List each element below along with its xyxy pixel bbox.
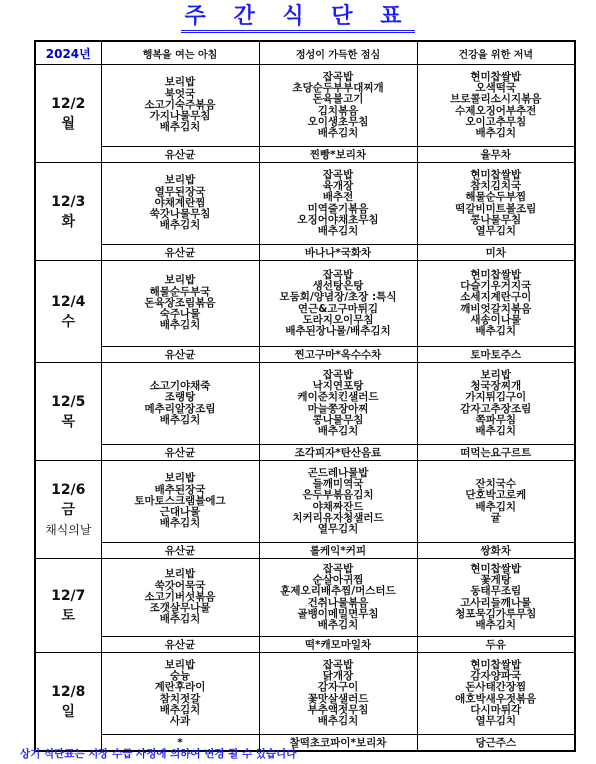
dinner-item: 참치김치국 [470,180,522,193]
snack-cell: * [101,735,259,752]
breakfast-item: 참치젓갈 [159,692,201,705]
breakfast-item: 배추김치 [159,121,201,134]
breakfast-cell [101,461,259,543]
snack-row [35,445,575,461]
lunch-item: 잡곡밥 [322,168,354,181]
date-cell [35,653,101,752]
snack-cell: 조각피자*탄산음료 [259,445,417,461]
date-cell [35,559,101,653]
lunch-item: 육개장 [322,180,354,193]
breakfast-item: 보리밥 [164,658,196,671]
dinner-item: 수제오징어부추전 [455,104,537,117]
date-label: 12/6 [51,481,86,498]
dinner-item: 애호박새우젓볶음 [455,692,537,705]
breakfast-item: 쑥갓나물무침 [149,208,211,221]
dinner-item: 오이고추무침 [465,115,527,128]
lunch-item: 훈제오리배추찜/머스터드 [280,585,396,598]
breakfast-item: 숙주나물 [159,308,201,321]
lunch-item: 낙지연포탕 [312,380,364,393]
lunch-item: 마늘쫑장아찌 [307,402,369,415]
breakfast-cell [101,363,259,445]
lunch-item: 야채짜잔드 [312,500,364,513]
breakfast-item: 보리밥 [164,76,196,89]
breakfast-item: 열무된장국 [154,185,206,198]
dinner-item: 현미찹쌀밥 [470,168,522,181]
breakfast-cell [101,65,259,147]
snack-cell: 당근주스 [417,735,575,752]
lunch-item: 모둠회/양념장/초장 :특식 [279,291,397,304]
day-row [35,261,575,347]
lunch-cell [259,261,417,347]
dinner-item: 다슬기우거지국 [460,280,532,293]
snack-row [35,543,575,559]
day-row [35,461,575,543]
dinner-item: 배추김치 [475,126,517,139]
lunch-item: 연근&고구마튀김 [297,302,379,315]
breakfast-item: 가지나물무침 [149,110,211,123]
date-label: 12/4 [51,293,86,310]
dinner-item: 가지튀김구이 [465,391,527,404]
breakfast-item: 메추리알장조림 [144,402,216,415]
snack-row [35,347,575,363]
breakfast-item: 소고기숙주볶음 [144,98,216,111]
dinner-item: 다시마튀각 [470,703,522,716]
day-row [35,653,575,735]
lunch-item: 순살아귀찜 [312,574,364,587]
snack-cell: 율무차 [417,147,575,163]
day-row [35,363,575,445]
dinner-item: 배추김치 [475,324,517,337]
dinner-item: 청국장찌개 [470,380,522,393]
snack-cell: 찐빵*보리차 [259,147,417,163]
breakfast-item: 해물순두부국 [149,285,211,298]
dinner-item: 현미찹쌀밥 [470,70,522,83]
breakfast-item: 사과 [169,714,191,727]
dinner-cell [417,163,575,245]
snack-cell: 유산균 [101,347,259,363]
breakfast-cell [101,559,259,637]
dinner-item: 고사리들깨나물 [460,596,532,609]
date-cell [35,461,101,559]
breakfast-item: 근대나물 [159,506,201,519]
snack-row [35,147,575,163]
lunch-cell [259,363,417,445]
lunch-item: 치커리유자청샐러드 [292,511,384,524]
lunch-item: 배추전 [322,191,354,204]
lunch-item: 배추김치 [317,618,359,631]
snack-cell: 떡*캐모마일차 [259,637,417,653]
breakfast-item: 소고기버섯볶음 [144,590,216,603]
snack-cell: 쌍화차 [417,543,575,559]
lunch-item: 잡곡밥 [322,268,354,281]
breakfast-item: 북엇국 [164,87,196,100]
lunch-item: 초당순두부부대찌개 [292,82,384,95]
lunch-item: 잡곡밥 [322,70,354,83]
footnote: 상기 식단표는 시장 수급 사정에 의하여 변경 될 수 있습니다 [20,748,297,760]
date-cell [35,363,101,461]
dinner-item: 새송이나물 [470,313,522,326]
dinner-header: 건강을 위한 저녁 [417,41,575,65]
lunch-item: 열무김치 [317,522,359,535]
dinner-item: 현미찹쌀밥 [470,658,522,671]
breakfast-cell [101,653,259,735]
snack-cell: 찐고구마*옥수수차 [259,347,417,363]
breakfast-item: 계란후라이 [154,681,206,694]
dinner-item: 브로콜리소시지볶음 [450,93,542,106]
lunch-cell [259,653,417,735]
breakfast-item: 배추김치 [159,413,201,426]
dinner-item: 콩나물무침 [470,213,522,226]
lunch-item: 오이생초무침 [307,115,369,128]
lunch-item: 미역줄기볶음 [307,202,369,215]
page-title: 주 간 식 단 표 [181,4,416,33]
dinner-item: 열무김치 [475,714,517,727]
dinner-cell [417,363,575,445]
dinner-item: 현미찹쌀밥 [470,268,522,281]
lunch-item: 건취나물볶음 [307,596,369,609]
dinner-item: 잔치국수 [475,478,517,491]
lunch-item: 닭개장 [322,670,354,683]
lunch-item: 도라지오이무침 [302,313,374,326]
lunch-item: 감자구이 [317,681,359,694]
breakfast-item: 쑥갓어묵국 [154,579,206,592]
dinner-item: 꽃게탕 [480,574,511,587]
snack-cell: 찰떡초코파이*보리차 [259,735,417,752]
lunch-header: 정성이 가득한 점심 [259,41,417,65]
lunch-item: 콩나물무침 [312,413,364,426]
dinner-item: 동태무조림 [470,585,522,598]
dinner-item: 해물순두부찜 [465,191,527,204]
year-header: 2024년 [35,41,101,65]
weekday-label: 일 [61,703,76,720]
breakfast-item: 배추김치 [159,613,201,626]
breakfast-item: 배추된장국 [154,483,206,496]
breakfast-item: 조랭탕 [164,391,196,404]
lunch-cell [259,163,417,245]
weekly-menu-table [34,40,576,752]
day-row [35,65,575,147]
date-label: 12/5 [51,393,86,410]
lunch-cell [259,65,417,147]
dinner-item: 청포묵김가루무침 [455,607,537,620]
weekday-label: 목 [61,413,76,430]
day-row [35,559,575,637]
breakfast-item: 야채계란찜 [154,196,206,209]
lunch-item: 꽃맛살샐러드 [307,692,369,705]
breakfast-item: 배추김치 [159,703,201,716]
day-row [35,163,575,245]
title-bar [0,4,596,36]
breakfast-item: 숭늉 [169,670,191,683]
special-day-label: 채식의날 [45,522,92,537]
lunch-item: 잡곡밥 [322,658,354,671]
lunch-item: 배추김치 [317,424,359,437]
weekday-label: 수 [61,313,76,330]
menu-body [35,65,575,752]
lunch-item: 배추김치 [317,224,359,237]
lunch-item: 돈육불고기 [312,93,364,106]
dinner-item: 쪽파무침 [475,413,517,426]
snack-cell: 유산균 [101,637,259,653]
breakfast-item: 보리밥 [164,568,196,581]
snack-cell: 유산균 [101,445,259,461]
snack-cell: 두유 [417,637,575,653]
dinner-item: 오색떡국 [475,82,517,95]
breakfast-item: 조갯살무나물 [149,602,211,615]
lunch-item: 곤드레나물밥 [307,466,369,479]
dinner-cell [417,653,575,735]
dinner-item: 감자양파국 [470,670,522,683]
breakfast-item: 보리밥 [164,274,196,287]
lunch-cell [259,559,417,637]
snack-cell: 미차 [417,245,575,261]
lunch-item: 케이준치킨샐러드 [297,391,379,404]
dinner-item: 배추김치 [475,500,517,513]
weekday-label: 토 [61,607,76,624]
breakfast-item: 배추김치 [159,319,201,332]
dinner-item: 깨비엇갈치볶음 [460,302,532,315]
snack-row [35,245,575,261]
snack-cell: 유산균 [101,147,259,163]
dinner-item: 돈사태간장찜 [465,681,527,694]
snack-cell: 떠먹는요구르트 [417,445,575,461]
date-cell [35,261,101,363]
dinner-item: 배추김치 [475,424,517,437]
dinner-item: 감자고추장조림 [460,402,532,415]
weekday-label: 화 [61,213,76,230]
lunch-item: 생선탕은탕 [312,280,364,293]
breakfast-item: 배추김치 [159,219,201,232]
lunch-cell [259,461,417,543]
breakfast-cell [101,261,259,347]
breakfast-header: 행복을 여는 아침 [101,41,259,65]
breakfast-item: 토마토스크램블에그 [134,494,226,507]
snack-cell: 토마토주스 [417,347,575,363]
dinner-item: 배추김치 [475,618,517,631]
lunch-item: 김치볶음 [317,104,359,117]
breakfast-item: 보리밥 [164,174,196,187]
snack-cell: 롤케익*커피 [259,543,417,559]
breakfast-cell [101,163,259,245]
dinner-cell [417,261,575,347]
dinner-item: 귤 [490,511,501,524]
lunch-item: 잡곡밥 [322,368,354,381]
weekday-label: 금 [61,501,76,518]
snack-cell: 바나나*국화차 [259,245,417,261]
lunch-item: 배추김치 [317,126,359,139]
dinner-item: 열무김치 [475,224,517,237]
breakfast-item: 보리밥 [164,472,196,485]
dinner-item: 현미찹쌀밥 [470,562,522,575]
date-label: 12/7 [51,587,86,604]
dinner-item: 단호박고로케 [465,489,527,502]
date-cell [35,65,101,163]
lunch-item: 들깨미역국 [312,478,364,491]
breakfast-item: 소고기야채죽 [149,380,211,393]
date-cell [35,163,101,261]
lunch-item: 잡곡밥 [322,562,354,575]
header-row [35,41,575,65]
snack-cell: 유산균 [101,543,259,559]
snack-row [35,637,575,653]
dinner-cell [417,559,575,637]
breakfast-item: 돈육장조림볶음 [144,296,216,309]
weekday-label: 월 [61,115,76,132]
dinner-item: 소세지계란구이 [460,291,532,304]
lunch-item: 부추액젓무침 [307,703,369,716]
lunch-item: 배추김치 [317,714,359,727]
dinner-item: 보리밥 [480,368,511,381]
date-label: 12/3 [51,193,86,210]
dinner-item: 떡갈비미트볼조림 [455,202,537,215]
lunch-item: 골뱅이메밀면무침 [297,607,379,620]
lunch-item: 오징어야채초무침 [297,213,379,226]
breakfast-item: 배추김치 [159,517,201,530]
lunch-item: 배추된장나물/배추김치 [285,324,391,337]
dinner-cell [417,461,575,543]
snack-cell: 유산균 [101,245,259,261]
lunch-item: 은두부볶음김치 [302,489,374,502]
date-label: 12/2 [51,95,86,112]
date-label: 12/8 [51,683,86,700]
dinner-cell [417,65,575,147]
